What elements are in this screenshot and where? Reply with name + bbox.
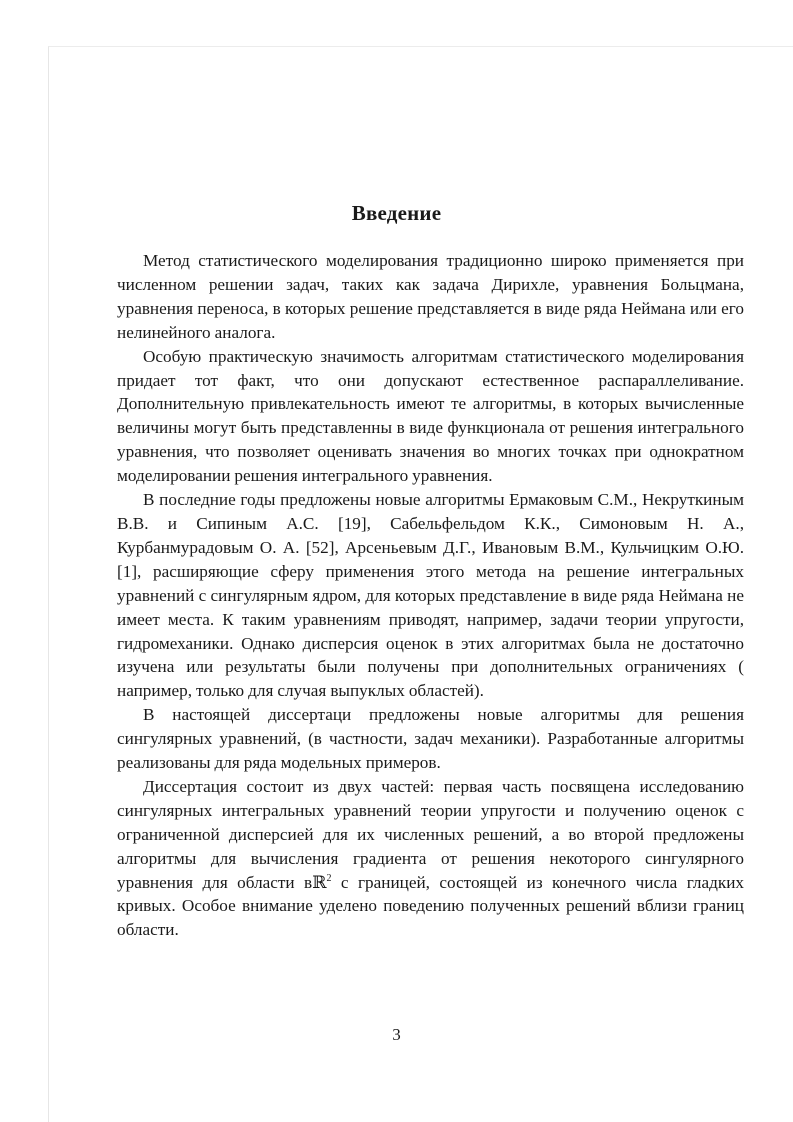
exponent: 2 (326, 872, 332, 884)
paragraph-5 (117, 775, 744, 942)
paragraph-1: Метод статистического моделирования традиционно широко применяется при численном решении задач, таких как задача Дирихле, уравнения Больцмана, уравнения переноса, в которых решение представляется в виде ряда Неймана или его нелинейного аналога. (117, 251, 744, 342)
real-numbers-symbol: ℝ (312, 872, 327, 892)
paragraph-5-text-start: Диссертация состоит из двух частей: первая часть посвящена исследованию сингулярных интегральных уравнений теории упругости и получению оценок с ограниченной дисперсией для их численных решений, а во второй предложены алгоритмы для вычисления градиента от решения некоторого сингулярного уравнения для области в (117, 776, 744, 892)
paragraph-5-text-end: с границей, состоящей из конечного числа гладких кривых. Особое внимание уделено поведению полученных решений вблизи границ области. (117, 872, 744, 940)
paragraph-3: В последние годы предложены новые алгоритмы Ермаковым С.М., Некруткиным В.В. и Сипиным А.С. [19], Сабельфельдом К.К., Симоновым Н. А., Курбанмурадовым О. А. [52], Арсеньевым Д.Г., Ивановым В.М., Кульчицким О.Ю. [1], расширяющие сферу применения этого метода на решение интегральных уравнений с сингулярным ядром, для которых представление в виде ряда Неймана не имеет места. К таким уравнениям приводят, например, задачи теории упругости, гидромеханики. Однако дисперсия оценок в этих алгоритмах была не достаточно изучена или результаты были получены при дополнительных ограничениях ( например, только для случая выпуклых областей). (117, 490, 744, 701)
paragraph-4: В настоящей диссертаци предложены новые алгоритмы для решения сингулярных уравнений, (в частности, задач механики). Разработанные алгоритмы реализованы для ряда модельных примеров. (117, 705, 744, 773)
body-text (117, 249, 744, 942)
chapter-title: Введение (351, 201, 442, 225)
paragraph-2: Особую практическую значимость алгоритмам статистического моделирования придает тот факт, что они допускают естественное распараллеливание. Дополнительную привлекательность имеют те алгоритмы, в которых вычисленные величины могут быть представленны в виде функционала от решения интегрального уравнения, что позволяет оценивать значения во многих точках при однократном моделировании решения интегрального уравнения. (117, 346, 744, 486)
page-number: 3 (392, 1025, 401, 1044)
